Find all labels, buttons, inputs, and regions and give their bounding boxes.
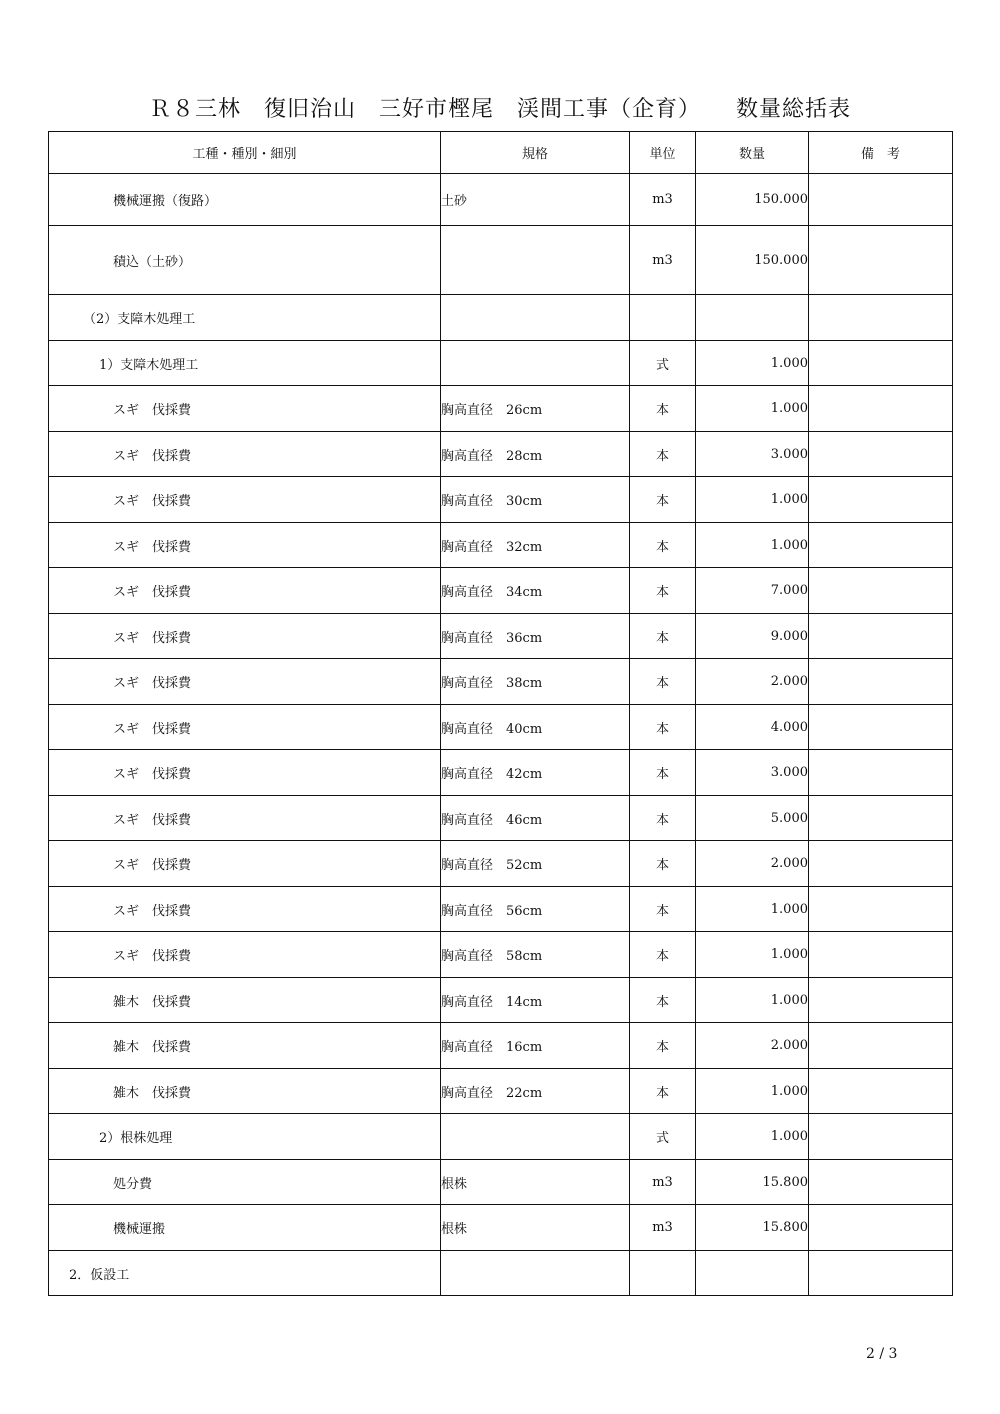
row-item-name: スギ 伐採費 [49,523,441,568]
row-remarks [809,1114,953,1160]
row-unit: 本 [630,932,696,978]
row-remarks [809,796,953,841]
header-unit: 単位 [630,132,696,174]
row-remarks [809,978,953,1023]
row-item-name: 2．仮設工 [49,1251,441,1296]
row-item-name: 雑木 伐採費 [49,978,441,1023]
row-unit: 本 [630,386,696,432]
row-spec: 胸高直径 46cm [441,796,630,841]
row-item-name: スギ 伐採費 [49,841,441,887]
row-quantity [696,295,809,341]
row-quantity [696,1251,809,1296]
row-spec [441,226,630,295]
row-item-name: スギ 伐採費 [49,705,441,750]
row-spec: 胸高直径 42cm [441,750,630,796]
table-row [49,841,953,887]
table-row [49,887,953,932]
table-row [49,341,953,386]
row-unit: m3 [630,226,696,295]
row-unit: m3 [630,1160,696,1205]
row-quantity: 1.000 [696,887,809,932]
row-item-name: 雑木 伐採費 [49,1023,441,1069]
row-spec [441,295,630,341]
row-unit: 本 [630,978,696,1023]
page-number: 2 / 3 [866,1346,898,1362]
row-item-name: 1）支障木処理工 [49,341,441,386]
row-remarks [809,932,953,978]
table-body [49,174,953,1296]
table-header-row [49,132,953,174]
table-row [49,1069,953,1114]
row-quantity: 1.000 [696,1114,809,1160]
row-remarks [809,174,953,226]
header-spec: 規格 [441,132,630,174]
row-quantity: 2.000 [696,841,809,887]
row-quantity: 3.000 [696,750,809,796]
row-spec: 胸高直径 14cm [441,978,630,1023]
row-item-name: 処分費 [49,1160,441,1205]
row-spec: 根株 [441,1205,630,1251]
row-spec: 胸高直径 38cm [441,659,630,705]
row-spec: 胸高直径 32cm [441,523,630,568]
row-quantity: 5.000 [696,796,809,841]
row-quantity: 1.000 [696,1069,809,1114]
row-spec [441,341,630,386]
row-spec: 胸高直径 22cm [441,1069,630,1114]
row-quantity: 1.000 [696,341,809,386]
row-remarks [809,1069,953,1114]
row-remarks [809,750,953,796]
row-remarks [809,705,953,750]
row-quantity: 1.000 [696,386,809,432]
row-remarks [809,1023,953,1069]
row-item-name: スギ 伐採費 [49,432,441,477]
row-quantity: 150.000 [696,226,809,295]
row-unit: 本 [630,887,696,932]
row-quantity: 9.000 [696,614,809,659]
row-remarks [809,887,953,932]
row-item-name: スギ 伐採費 [49,614,441,659]
row-remarks [809,1205,953,1251]
header-remarks: 備 考 [809,132,953,174]
row-spec [441,1114,630,1160]
row-spec: 胸高直径 34cm [441,568,630,614]
row-quantity: 1.000 [696,523,809,568]
row-item-name: スギ 伐採費 [49,386,441,432]
row-spec: 根株 [441,1160,630,1205]
row-quantity: 7.000 [696,568,809,614]
table-row [49,386,953,432]
row-spec: 胸高直径 40cm [441,705,630,750]
table-row [49,477,953,523]
table-row [49,659,953,705]
row-unit: 本 [630,477,696,523]
row-item-name: スギ 伐採費 [49,796,441,841]
row-unit: m3 [630,174,696,226]
header-quantity: 数量 [696,132,809,174]
row-item-name: 機械運搬 [49,1205,441,1251]
row-spec [441,1251,630,1296]
row-spec: 胸高直径 28cm [441,432,630,477]
row-quantity: 4.000 [696,705,809,750]
table-row [49,750,953,796]
table-row [49,174,953,226]
row-quantity: 15.800 [696,1205,809,1251]
row-remarks [809,1160,953,1205]
row-unit: 本 [630,568,696,614]
table-row [49,978,953,1023]
row-unit: 本 [630,1069,696,1114]
table-row [49,523,953,568]
table-row [49,226,953,295]
row-unit: 本 [630,432,696,477]
table-row [49,1205,953,1251]
table-row [49,932,953,978]
row-item-name: スギ 伐採費 [49,887,441,932]
row-remarks [809,1251,953,1296]
row-remarks [809,386,953,432]
table-row [49,1251,953,1296]
table-row [49,568,953,614]
table-row [49,432,953,477]
table-row [49,705,953,750]
table-row [49,1160,953,1205]
header-item: 工種・種別・細別 [49,132,441,174]
row-unit: 式 [630,341,696,386]
row-item-name: スギ 伐採費 [49,750,441,796]
row-remarks [809,477,953,523]
row-unit [630,1251,696,1296]
row-item-name: 機械運搬（復路） [49,174,441,226]
row-item-name: スギ 伐採費 [49,659,441,705]
row-remarks [809,341,953,386]
row-quantity: 1.000 [696,978,809,1023]
row-unit: 本 [630,705,696,750]
row-remarks [809,568,953,614]
row-unit: 本 [630,523,696,568]
row-spec: 胸高直径 58cm [441,932,630,978]
row-spec: 胸高直径 26cm [441,386,630,432]
row-item-name: 2）根株処理 [49,1114,441,1160]
row-unit: 本 [630,841,696,887]
row-quantity: 1.000 [696,477,809,523]
row-unit: 本 [630,750,696,796]
row-spec: 胸高直径 16cm [441,1023,630,1069]
row-spec: 胸高直径 56cm [441,887,630,932]
row-item-name: 積込（土砂） [49,226,441,295]
row-unit: 本 [630,659,696,705]
row-remarks [809,659,953,705]
document-title: Ｒ８三林 復旧治山 三好市樫尾 渓間工事（企育） 数量総括表 [148,97,851,122]
row-unit: 本 [630,796,696,841]
row-quantity: 2.000 [696,1023,809,1069]
quantity-summary-table [48,131,953,1296]
table-row [49,295,953,341]
row-item-name: （2）支障木処理工 [49,295,441,341]
row-quantity: 3.000 [696,432,809,477]
table-row [49,1114,953,1160]
row-spec: 胸高直径 36cm [441,614,630,659]
row-quantity: 2.000 [696,659,809,705]
row-spec: 胸高直径 30cm [441,477,630,523]
row-remarks [809,523,953,568]
row-unit: 式 [630,1114,696,1160]
row-unit: m3 [630,1205,696,1251]
row-unit: 本 [630,614,696,659]
row-remarks [809,432,953,477]
row-item-name: スギ 伐採費 [49,568,441,614]
row-remarks [809,226,953,295]
row-remarks [809,841,953,887]
table-row [49,1023,953,1069]
row-unit [630,295,696,341]
table-row [49,614,953,659]
row-item-name: スギ 伐採費 [49,932,441,978]
row-item-name: 雑木 伐採費 [49,1069,441,1114]
row-unit: 本 [630,1023,696,1069]
row-spec: 胸高直径 52cm [441,841,630,887]
table-row [49,796,953,841]
row-quantity: 150.000 [696,174,809,226]
row-quantity: 1.000 [696,932,809,978]
row-item-name: スギ 伐採費 [49,477,441,523]
row-quantity: 15.800 [696,1160,809,1205]
row-remarks [809,295,953,341]
row-spec: 土砂 [441,174,630,226]
row-remarks [809,614,953,659]
